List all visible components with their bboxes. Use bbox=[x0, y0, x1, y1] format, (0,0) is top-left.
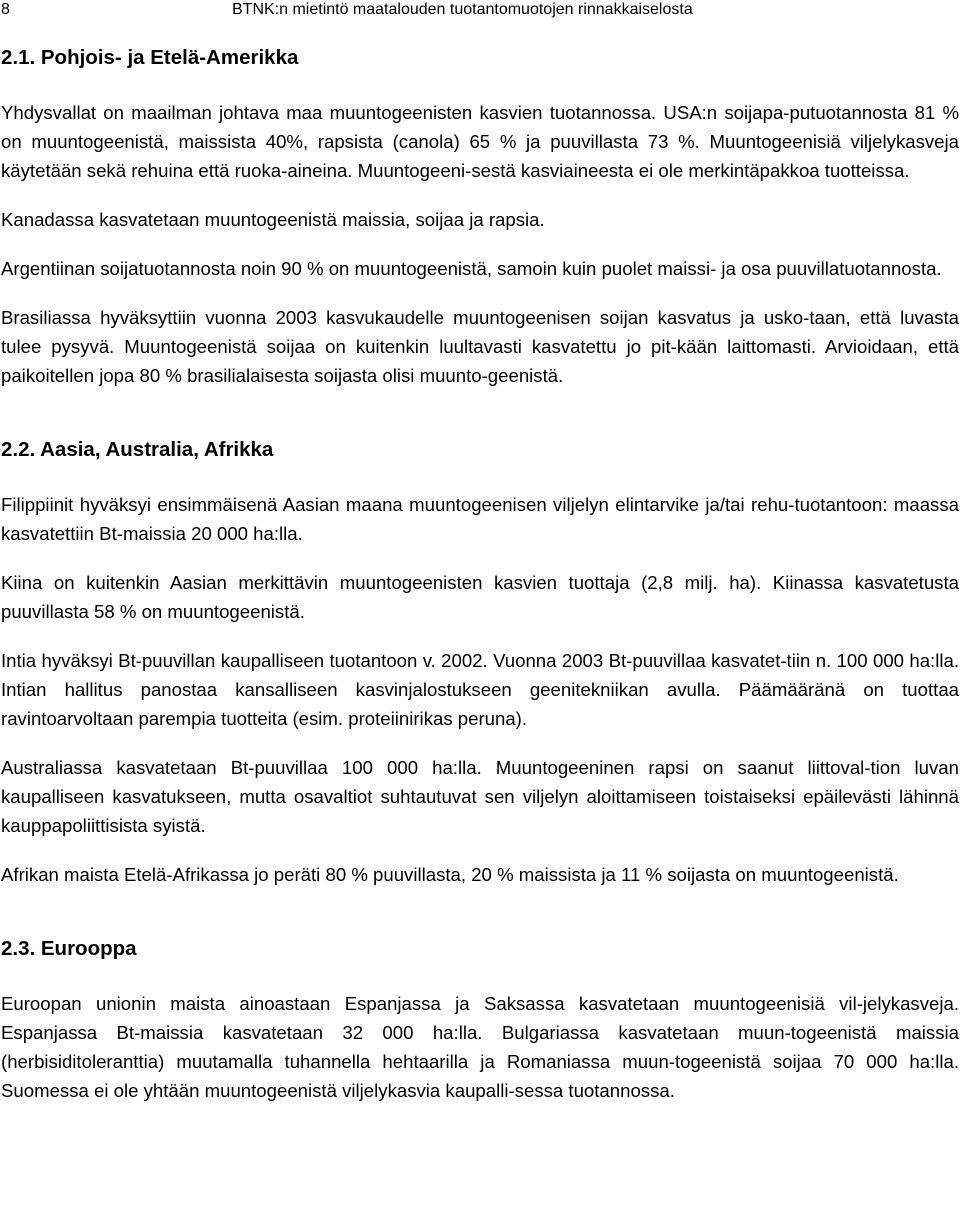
paragraph: Australiassa kasvatetaan Bt-puuvillaa 100 000 ha:lla. Muuntogeeninen rapsi on saanut liittoval-tion luvan kaupalliseen kasvatukseen, mutta osavaltiot suhtautuvat sen viljelyn aloittamiseen toistaiseksi epäilevästi lähinnä kauppapoliittisista syistä. bbox=[1, 757, 959, 836]
paragraph: Filippiinit hyväksyi ensimmäisenä Aasian maana muuntogeenisen viljelyn elintarvike ja/tai rehu-tuotantoon: maassa kasvatettiin Bt-maissia 20 000 ha:lla. bbox=[1, 494, 959, 544]
paragraph: Kiina on kuitenkin Aasian merkittävin muuntogeenisten kasvien tuottaja (2,8 milj. ha). Kiinassa kasvatetusta puuvillasta 58 % on muuntogeenistä. bbox=[1, 572, 959, 622]
paragraph: Intia hyväksyi Bt-puuvillan kaupalliseen tuotantoon v. 2002. Vuonna 2003 Bt-puuvillaa kasvatet-tiin n. 100 000 ha:lla. Intian hallitus panostaa kansalliseen kasvinjalostukseen geenitekniikan avulla. Päämääränä on tuottaa ravintoarvoltaan parempia tuotteita (esim. proteiinirikas peruna). bbox=[1, 650, 959, 729]
section-heading: 2.1. Pohjois- ja Etelä-Amerikka bbox=[1, 46, 299, 69]
paragraph: Yhdysvallat on maailman johtava maa muuntogeenisten kasvien tuotannossa. USA:n soijapa-putuotannosta 81 % on muuntogeenistä, maissista 40%, rapsista (canola) 65 % ja puuvillasta 73 %. Muuntogeenisiä viljelykasveja käytetään sekä rehuina että ruoka-aineina. Muuntogeeni-sestä kasviaineesta ei ole merkintäpakkoa tuotteissa. bbox=[1, 102, 959, 181]
paragraph: Brasiliassa hyväksyttiin vuonna 2003 kasvukaudelle muuntogeenisen soijan kasvatus ja usko-taan, että luvasta tulee pysyvä. Muuntogeenistä soijaa on kuitenkin luultavasti kasvatettu jo pit-kään laittomasti. Arvioidaan, että paikoitellen jopa 80 % brasilialaisesta soijasta olisi muunto-geenistä. bbox=[1, 307, 959, 386]
paragraph: Euroopan unionin maista ainoastaan Espanjassa ja Saksassa kasvatetaan muuntogeenisiä vil-jelykasveja. Espanjassa Bt-maissia kasvatetaan 32 000 ha:lla. Bulgariassa kasvatetaan muun-togeenistä maissia (herbisiditoleranttia) muutamalla tuhannella hehtaarilla ja Romaniassa muun-togeenistä soijaa 70 000 ha:lla. Suomessa ei ole yhtään muuntogeenistä viljelykasvia kaupalli-sessa tuotannossa. bbox=[1, 993, 959, 1101]
document-body bbox=[1, 44, 959, 1105]
running-title: BTNK:n mietintö maatalouden tuotantomuotojen rinnakkaiselosta bbox=[232, 1, 693, 18]
page-number: 8 bbox=[1, 1, 10, 18]
section-heading: 2.2. Aasia, Australia, Afrikka bbox=[1, 438, 274, 461]
page-header bbox=[0, 0, 960, 20]
section-heading: 2.3. Eurooppa bbox=[1, 937, 137, 960]
paragraph: Kanadassa kasvatetaan muuntogeenistä maissia, soijaa ja rapsia. bbox=[1, 209, 545, 230]
paragraph: Afrikan maista Etelä-Afrikassa jo peräti 80 % puuvillasta, 20 % maissista ja 11 % soijasta on muuntogeenistä. bbox=[1, 864, 899, 885]
paragraph: Argentiinan soijatuotannosta noin 90 % on muuntogeenistä, samoin kuin puolet maissi- ja osa puuvillatuotannosta. bbox=[1, 258, 942, 279]
